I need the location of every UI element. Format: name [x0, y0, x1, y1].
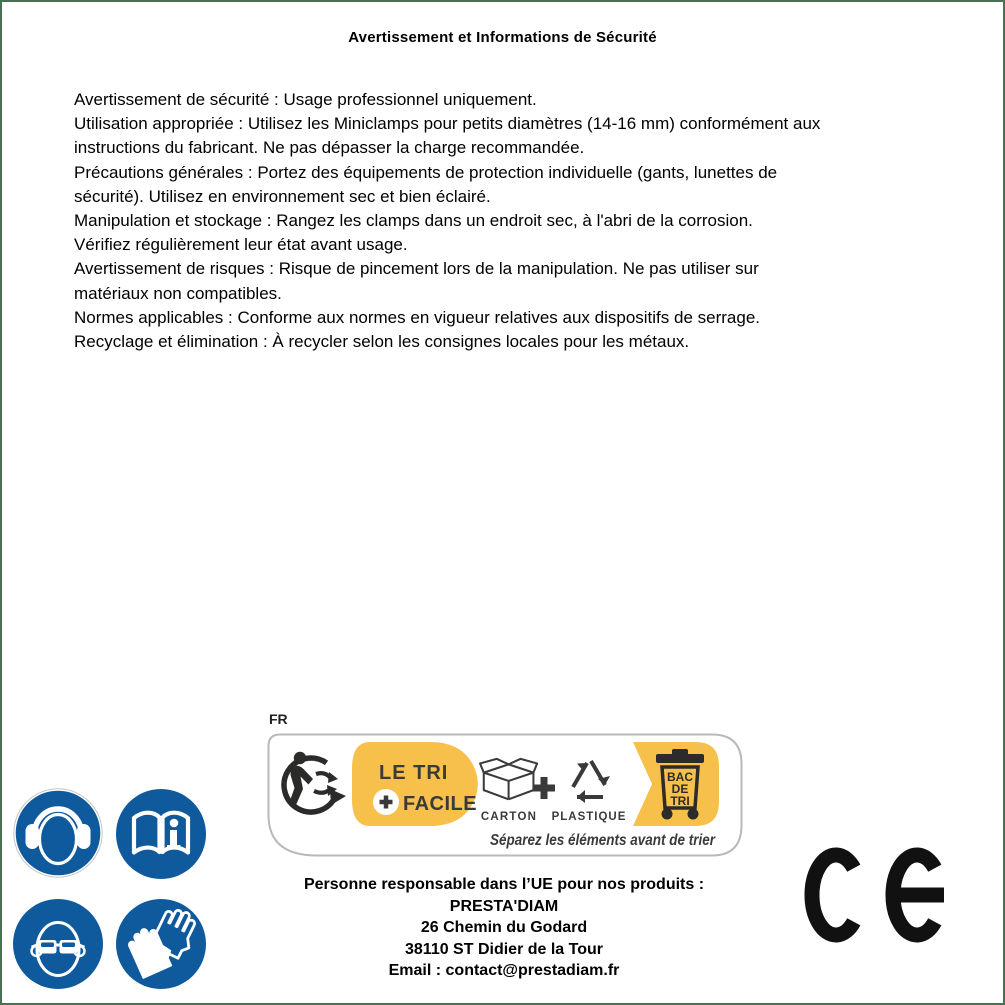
page-title: Avertissement et Informations de Sécurité: [348, 29, 657, 46]
responsible-line: PRESTA'DIAM: [449, 897, 559, 915]
body-line: Manipulation et stockage : Rangez les clamps dans un endroit sec, à l'abri de la corrosion.: [74, 211, 753, 231]
wear-eye-protection-icon: [13, 899, 103, 989]
body-line: instructions du fabricant. Ne pas dépasser la charge recommandée.: [74, 138, 585, 158]
responsible-line: Personne responsable dans l’UE pour nos produits :: [303, 876, 705, 893]
sort-instruction: Séparez les éléments avant de trier: [490, 832, 716, 849]
headline-facile: FACILE: [403, 793, 478, 815]
body-line: matériaux non compatibles.: [74, 283, 282, 303]
plastique-label: PLASTIQUE: [551, 811, 627, 823]
wear-ear-protection-icon: [13, 788, 103, 878]
wear-protective-gloves-icon: [116, 899, 206, 989]
bin-line-3: TRI: [670, 794, 690, 808]
bin-line-2: DE: [671, 782, 689, 796]
responsible-line: 26 Chemin du Godard: [420, 919, 588, 937]
headline-le-tri: LE TRI: [379, 762, 449, 784]
body-line: Vérifiez régulièrement leur état avant usage.: [74, 235, 408, 255]
info-tri-label: [267, 733, 743, 857]
responsible-line: Email : contact@prestadiam.fr: [388, 962, 620, 980]
body-line: Utilisation appropriée : Utilisez les Miniclamps pour petits diamètres (14-16 mm) conformément aux: [74, 114, 821, 134]
body-line: sécurité). Utilisez en environnement sec et bien éclairé.: [74, 186, 491, 206]
fr-country-label: FR: [269, 711, 288, 727]
carton-label: CARTON: [480, 811, 538, 823]
body-line: Précautions générales : Portez des équipements de protection individuelle (gants, lunettes de: [74, 162, 778, 182]
read-instruction-manual-icon: [116, 789, 206, 879]
ce-mark-icon: [800, 847, 966, 943]
body-line: Recyclage et élimination : À recycler selon les consignes locales pour les métaux.: [74, 332, 690, 352]
safety-text: [74, 88, 994, 354]
responsible-line: 38110 ST Didier de la Tour: [405, 940, 603, 958]
bin-line-1: BAC: [667, 770, 693, 784]
responsible-block: [254, 874, 754, 982]
body-line: Normes applicables : Conforme aux normes en vigueur relatives aux dispositifs de serrage.: [74, 307, 760, 327]
body-line: Avertissement de risques : Risque de pincement lors de la manipulation. Ne pas utiliser sur: [74, 259, 759, 279]
body-line: Avertissement de sécurité : Usage professionnel uniquement.: [74, 90, 537, 109]
